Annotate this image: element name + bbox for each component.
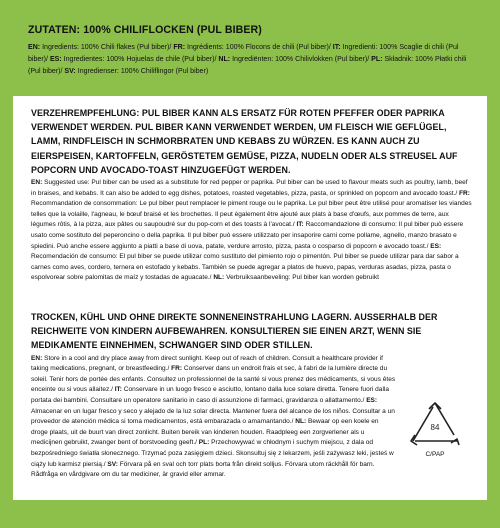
ingredients-text: Ingrediënten: 100% Chilivlokken (Pul biber)/ <box>230 55 372 63</box>
lang-label: FR: <box>459 189 470 197</box>
usage-heading: VERZEHREMPFEHLUNG: PUL BIBER KANN ALS ERSATZ FÜR ROTEN PFEFFER ODER PAPRIKA VERWENDET WERDEN. PUL BIBER KANN VERWENDET WERDEN, UM FLEISCH WIE GEFLÜGEL, LAMM, RINDFLEISCH IN SCHMORBRATEN UND KEBABS ZU WÜRZEN. ES KANN AUCH ZU EIERSPEISEN, KARTOFFELN, GERÖSTETEM GEMÜSE, PIZZA, NUDELN ODER ALS STREUSEL AUF POPCORN UND AVOCADO-TOAST HINZUGEFÜGT WERDEN. <box>31 108 458 175</box>
lang-label: ES: <box>430 242 442 250</box>
lang-label: IT: <box>114 386 122 394</box>
lang-label: PL: <box>198 439 210 447</box>
storage-text: Förvara på en sval och torr plats borta från direkt solljus. Förvara utom räckhåll för barn. Rådfråga en vårdgivare om du tar mediciner, är gravid eller ammar. <box>31 460 375 479</box>
lang-label: EN: <box>31 179 43 187</box>
usage-text: Raccomandazione di consumo: Il pul biber può essere usato come sostituto del peperoncino o della paprika. Il pul biber può essere utilizzato per insaporire carni come pollame, agnello, manzo brasato e spiedini. Può anche essere aggiunto a piatti a base di uova, patate, verdure arrosto, pizza, pasta o cosparso di popcorn e avocado toast./ <box>31 221 464 250</box>
ingredients-section <box>0 0 500 96</box>
recycling-symbol <box>402 401 468 475</box>
usage-text: Suggested use: Pul biber can be used as a substitute for red pepper or paprika. Pul biber can be used to flavour meats such as poultry, lamb, beef in braises, and kebabs. It can also be added to egg dishes, potatoes, roasted vegetables, pizza, pasta, or sprinkled on popcorn and avocado toast./ <box>31 179 468 197</box>
lang-label: IT: <box>296 221 304 229</box>
ingredients-text: Ingrédients: 100% Flocons de chili (Pul biber)/ <box>185 44 333 51</box>
lang-label: IT: <box>332 44 341 51</box>
storage-text: Przechowywać w chłodnym i suchym miejscu, z dala od bezpośredniego światła słonecznego. Trzymać poza zasięgiem dzieci. Skonsultuj się z lekarzem, jeśli zażywasz leki, jesteś w ciąży lub karmisz piersią./ <box>31 439 394 468</box>
ingredients-translations <box>28 42 478 77</box>
ingredients-text: Ingredienti: 100% Scaglie di chili (Pul biber)/ <box>28 44 459 63</box>
ingredients-text: Ingredienser: 100% Chiliflingor (Pul biber) <box>75 67 209 75</box>
recycling-triangle-icon <box>407 401 463 453</box>
storage-heading: TROCKEN, KÜHL UND OHNE DIREKTE SONNENEINSTRAHLUNG LAGERN. AUSSERHALB DER REICHWEITE VON KINDERN AUFBEWAHREN. KONSULTIEREN SIE EINEN ARZT, WENN SIE MEDIKAMENTE EINNEHMEN, SCHWANGER SIND ODER STILLEN. <box>31 312 438 351</box>
lang-label: ES: <box>49 55 62 63</box>
label-panel <box>13 96 487 500</box>
lang-label: PL: <box>371 55 383 63</box>
ingredients-text: Ingredients: 100% Chili flakes (Pul biber)/ <box>40 44 174 51</box>
usage-text: Recommandation de consommation: Le pul biber peut remplacer le piment rouge ou le paprika. Le pul biber peut être utilisé pour aromatiser les viandes telles que la volaille, l'agneau, le bœuf braisé et les brochettes. Il peut également être ajouté aux plats à base d'œufs, aux pommes de terre, aux légumes rôtis, à la pizza, aux pâtes ou saupoudré sur du pop-corn et des toasts à l'avocat./ <box>31 200 472 229</box>
ingredients-title: ZUTATEN: 100% CHILIFLOCKEN (PUL BIBER) <box>28 24 262 36</box>
storage-text: Conservare in un luogo fresco e asciutto, lontano dalla luce solare diretta. Tenere fuori dalla portata dei bambini. Consultare un operatore sanitario in caso di assunzione di farmaci, gravidanza o allattamento./ <box>31 386 389 404</box>
recycling-code: C/PAP <box>425 451 445 458</box>
lang-label: ES: <box>366 396 378 404</box>
usage-translations <box>31 178 473 284</box>
lang-label: EN: <box>28 44 41 51</box>
storage-text: Almacenar en un lugar fresco y seco y alejado de la luz solar directa. Mantener fuera del alcance de los niños. Consultar a un proveedor de atención médica si toma medicamentos, está embarazada o amamantando./ <box>31 407 395 426</box>
lang-label: FR: <box>171 365 183 373</box>
lang-label: FR: <box>173 44 186 51</box>
recycling-number: 84 <box>430 423 440 432</box>
usage-text: Recomendación de consumo: El pul biber se puede utilizar como sustituto del pimiento rojo o pimentón. Pul biber se puede utilizar para dar sabor a carnes como aves, cordero, ternera en estofado y kebabs. También se puede agregar a platos de huevo, papas, verduras asadas, pizza, pasta o espolvorear sobre palomitas de maíz y tostadas de aguacate./ <box>31 253 459 282</box>
lang-label: EN: <box>31 354 43 362</box>
lang-label: NL: <box>295 418 307 426</box>
usage-section <box>31 106 473 284</box>
lang-label: NL: <box>213 274 225 282</box>
ingredients-text: Składnik: 100% Płatki chili (Pul biber)/ <box>28 55 467 75</box>
usage-text: Verbruiksaanbeveling: Pul biber kan worden gebruikt <box>224 274 379 282</box>
storage-text: Conserver dans un endroit frais et sec, à l'abri de la lumière directe du soleil. Tenir hors de portée des enfants. Consultez un professionnel de la santé si vous prenez des médicaments, si vous êtes enceinte ou si vous allaitez./ <box>31 365 396 394</box>
ingredients-text: Ingredientes: 100% Hojuelas de chile (Pul biber)/ <box>61 55 219 63</box>
lang-label: NL: <box>218 55 231 63</box>
storage-text: Store in a cool and dry place away from direct sunlight. Keep out of reach of children. Consult a healthcare provider if taking medications, pregnant, or breastfeeding./ <box>31 354 383 373</box>
lang-label: SV: <box>64 67 76 75</box>
storage-text: Bewaar op een koele en droge plaats, uit de buurt van direct zonlicht. Buiten bereik van kinderen houden. Raadpleeg een zorgverlener als u medicijnen gebruikt, zwanger bent of borstvoeding geeft./ <box>31 418 379 447</box>
lang-label: SV: <box>107 460 118 468</box>
